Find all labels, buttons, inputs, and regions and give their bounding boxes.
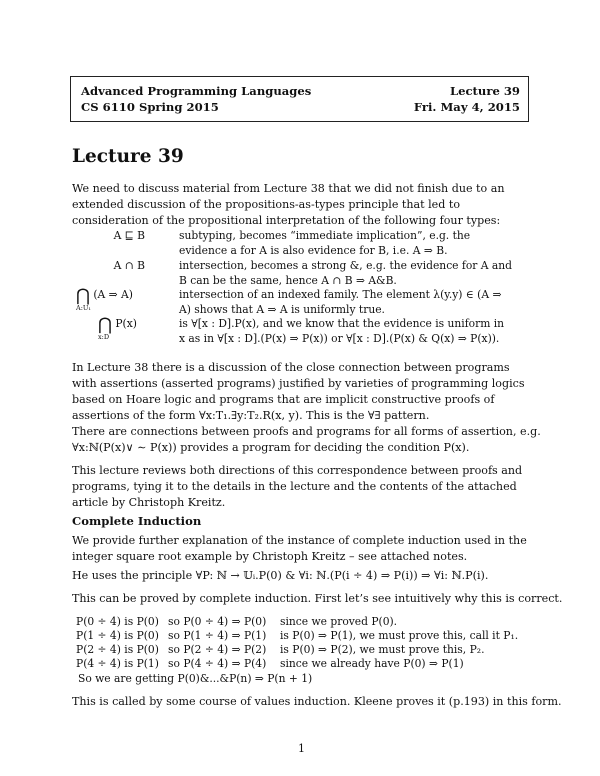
uniform-subscript: x:D [98,333,110,341]
page-number: 1 [298,742,305,755]
step-row-2-col-2: so P(1 ÷ 4) ⇒ P(1) [168,629,267,642]
principle-line: He uses the principle ∀P: ℕ → 𝕌ᵢ.P(0) & ∀i: ℕ.(P(i ÷ 4) ⇒ P(i)) ⇒ ∀i: ℕ.P(i). [72,569,489,582]
type-symbol-uniform [98,315,137,335]
type-def-uniform: is ∀[x : D].P(x), and we know that the evidence is uniform in x as in ∀[x : D].(P(x) ⇒ P(x)) or ∀[x : D].(P(x) & Q(x) ⇒ P(x)). [179,317,505,345]
type-symbol-intersection: A ∩ B [113,259,145,272]
step-row-4-col-3: since we already have P(0) ⇒ P(1) [280,657,464,670]
course-code: CS 6110 Spring 2015 [81,100,219,114]
step-row-3-col-1: P(2 ÷ 4) is P(0) [76,643,159,656]
course-header-box [70,76,529,122]
uniform-body: P(x) [115,317,137,330]
step-row-4-col-1: P(4 ÷ 4) is P(1) [76,657,159,670]
paragraph-asserted-programs: In Lecture 38 there is a discussion of the close connection between programs with assertions (asserted programs) justified by varieties of programming logics based on Hoare logic and programs that are implicit constructive proofs of assertions of the form ∀x:T₁.∃y:T₂.R(x, y). This is the ∀∃ pattern. [72,361,525,422]
getting-line: So we are getting P(0)&...&P(n) ⇒ P(n + 1) [78,672,313,685]
big-intersection-icon: ⋂ [76,286,90,306]
paragraph-review: This lecture reviews both directions of this correspondence between proofs and programs, tying it to the details in the lecture and the contents of the attached article by Christoph Kreitz. [72,464,523,509]
type-def-indexed-family: intersection of an indexed family. The element λ(y.y) ∈ (A ⇒ A) shows that A ⇒ A is uniformly true. [179,288,502,316]
course-name: Advanced Programming Languages [81,84,312,98]
type-def-intersection: intersection, becomes a strong &, e.g. the evidence for A and B can be the same, hence A ∩ B ⇒ A&B. [179,259,513,287]
proved-line: This can be proved by complete induction. First let’s see intuitively why this is correct. [72,592,563,605]
step-row-3-col-3: is P(0) ⇒ P(2), we must prove this, P₂. [280,643,485,656]
section-heading: Complete Induction [72,514,202,528]
indexed-family-body: (A ⇒ A) [93,288,133,301]
step-row-1-col-3: since we proved P(0). [280,615,398,628]
paragraph-complete-induction: We provide further explanation of the instance of complete induction used in the integer square root example by Christoph Kreitz – see attached notes. [72,534,527,563]
paragraph-connections-line2: ∀x:ℕ(P(x)∨ ∼ P(x)) provides a program for deciding the condition P(x). [72,441,470,454]
step-row-4-col-2: so P(4 ÷ 4) ⇒ P(4) [168,657,267,670]
type-symbol-subtyping: A ⊑ B [113,229,145,242]
page-title: Lecture 39 [72,146,184,167]
final-line: This is called by some course of values induction. Kleene proves it (p.193) in this form. [72,695,562,708]
paragraph-connections-line1: There are connections between proofs and programs for all forms of assertion, e.g. [72,425,541,438]
step-row-1-col-2: so P(0 ÷ 4) ⇒ P(0) [168,615,267,628]
big-intersection-icon: ⋂ [98,315,112,335]
step-row-2-col-3: is P(0) ⇒ P(1), we must prove this, call it P₁. [280,629,519,642]
step-row-3-col-2: so P(2 ÷ 4) ⇒ P(2) [168,643,267,656]
indexed-family-subscript: A:U₁ [76,304,91,312]
lecture-label: Lecture 39 [449,84,520,98]
step-row-1-col-1: P(0 ÷ 4) is P(0) [76,615,159,628]
type-def-subtyping: subtyping, becomes “immediate implication”, e.g. the evidence a for A is also evidence for B, i.e. A ⇒ B. [179,229,471,257]
step-row-2-col-1: P(1 ÷ 4) is P(0) [76,629,159,642]
lecture-date: Fri. May 4, 2015 [413,100,520,114]
intro-paragraph: We need to discuss material from Lecture 38 that we did not finish due to an extended discussion of the propositions-as-types principle that led to consideration of the propositional interpretation of the following four types: [72,182,505,227]
type-symbol-indexed-family [76,286,133,306]
